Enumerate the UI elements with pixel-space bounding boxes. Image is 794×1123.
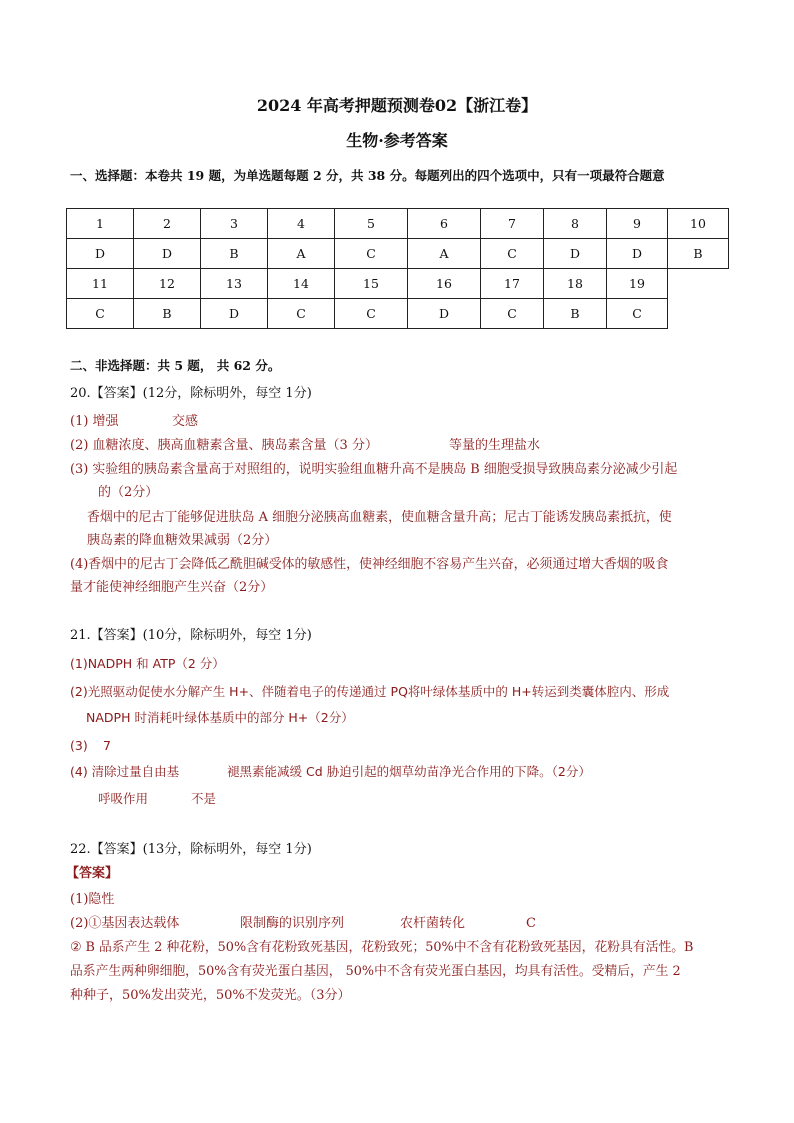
q21-answer-5a: 呼吸作用 xyxy=(98,791,149,806)
table-cell: 4 xyxy=(268,209,335,239)
q22-answer-1: (1)隐性 xyxy=(70,892,115,907)
table-cell: D xyxy=(134,239,201,269)
q21-answer-5b: 不是 xyxy=(191,791,217,806)
table-row xyxy=(67,239,729,269)
table-cell: 15 xyxy=(335,269,408,299)
table-cell: 11 xyxy=(67,269,134,299)
table-row xyxy=(67,299,729,329)
table-cell: C xyxy=(607,299,668,329)
table-row xyxy=(67,209,729,239)
q21-answer-4b: 褪黑素能减缓 Cd 胁迫引起的烟草幼苗净光合作用的下降。（2分） xyxy=(227,764,591,779)
q20-answer-2b: 等量的生理盐水 xyxy=(449,438,541,453)
table-cell: 2 xyxy=(134,209,201,239)
table-cell: 17 xyxy=(481,269,544,299)
table-cell: 16 xyxy=(408,269,481,299)
q20-answer-3-second: 香烟中的尼古丁能够促进肤岛 A 细胞分泌胰高血糖素，使血糖含量升高；尼古丁能诱发胰岛素抵抗，使 xyxy=(87,510,672,525)
table-cell: D xyxy=(201,299,268,329)
table-cell: C xyxy=(481,299,544,329)
table-cell: C xyxy=(481,239,544,269)
table-cell: 14 xyxy=(268,269,335,299)
table-row xyxy=(67,269,729,299)
table-cell: A xyxy=(408,239,481,269)
q21-header: 21.【答案】(10分，除标明外，每空 1分) xyxy=(70,628,312,643)
q20-answer-2a: (2) 血糖浓度、胰高血糖素含量、胰岛素含量（3 分） xyxy=(70,438,378,453)
q22-answer-tag: 【答案】 xyxy=(66,866,119,881)
q21-answer-2-cont: NADPH 时消耗叶绿体基质中的部分 H+（2分） xyxy=(86,710,354,725)
table-cell: C xyxy=(67,299,134,329)
q20-answer-4-cont: 量才能使神经细胞产生兴奋（2分） xyxy=(70,580,274,595)
q20-answer-1b: 交感 xyxy=(172,414,199,429)
table-cell: 19 xyxy=(607,269,668,299)
table-cell: B xyxy=(544,299,607,329)
q22-answer-2d: C xyxy=(526,916,536,931)
part1-heading: 一、选择题：本卷共 19 题，为单选题每题 2 分，共 38 分。每题列出的四个选项中，只有一项最符合题意 xyxy=(70,168,665,183)
q20-answer-3-second-cont: 胰岛素的降血糖效果减弱（2分） xyxy=(87,533,278,548)
table-cell: 9 xyxy=(607,209,668,239)
q21-answer-2: (2)光照驱动促使水分解产生 H+、伴随着电子的传递通过 PQ将叶绿体基质中的 H+转运到类囊体腔内、形成 xyxy=(70,684,670,699)
page-subtitle: 生物·参考答案 xyxy=(346,131,448,150)
table-cell: 6 xyxy=(408,209,481,239)
answer-table xyxy=(66,208,729,329)
q20-answer-3-cont: 的（2分） xyxy=(98,485,159,500)
q22-header: 22.【答案】(13分，除标明外，每空 1分) xyxy=(70,842,312,857)
table-cell: 5 xyxy=(335,209,408,239)
table-cell: A xyxy=(268,239,335,269)
table-cell: D xyxy=(408,299,481,329)
q22-answer-2a: (2)①基因表达载体 xyxy=(70,916,180,931)
table-cell: 8 xyxy=(544,209,607,239)
table-cell: 7 xyxy=(481,209,544,239)
page-title: 2024 年高考押题预测卷02【浙江卷】 xyxy=(256,96,538,115)
table-cell: D xyxy=(544,239,607,269)
table-cell: B xyxy=(134,299,201,329)
q20-answer-4: (4)香烟中的尼古丁会降低乙酰胆碱受体的敏感性，使神经细胞不容易产生兴奋，必须通过增大香烟的吸食 xyxy=(70,557,669,572)
table-cell: C xyxy=(268,299,335,329)
table-cell: 13 xyxy=(201,269,268,299)
q22-answer-2b: 限制酶的识别序列 xyxy=(240,916,345,931)
q21-answer-3b: 7 xyxy=(103,738,111,753)
q21-answer-3a: (3) xyxy=(70,738,88,753)
q21-answer-1: (1)NADPH 和 ATP（2 分） xyxy=(70,656,225,671)
q22-answer-2c: 农杆菌转化 xyxy=(400,916,466,931)
part2-heading: 二、非选择题：共 5 题， 共 62 分。 xyxy=(70,358,281,373)
table-cell: D xyxy=(67,239,134,269)
table-cell: C xyxy=(335,239,408,269)
q21-answer-4a: (4) 清除过量自由基 xyxy=(70,764,180,779)
q22-answer-3-cont: 品系产生两种卵细胞，50%含有荧光蛋白基因， 50%中不含有荧光蛋白基因，均具有活性。受精后，产生 2 xyxy=(70,964,681,979)
table-cell: C xyxy=(335,299,408,329)
q20-answer-3: (3) 实验组的胰岛素含量高于对照组的，说明实验组血糖升高不是胰岛 B 细胞受损导致胰岛素分泌减少引起 xyxy=(70,462,678,477)
table-cell: 1 xyxy=(67,209,134,239)
table-cell: D xyxy=(607,239,668,269)
table-cell: 12 xyxy=(134,269,201,299)
table-cell: B xyxy=(668,239,729,269)
q22-answer-3: ② B 品系产生 2 种花粉，50%含有花粉致死基因，花粉致死；50%中不含有花粉致死基因，花粉具有活性。B xyxy=(70,940,694,955)
q22-answer-3-cont2: 种种子，50%发出荧光，50%不发荧光。（3分） xyxy=(70,988,351,1003)
table-cell-empty xyxy=(668,269,729,299)
table-cell-empty xyxy=(668,299,729,329)
q20-answer-1a: (1) 增强 xyxy=(70,414,119,429)
q20-header: 20.【答案】(12分，除标明外，每空 1分) xyxy=(70,386,312,401)
table-cell: 3 xyxy=(201,209,268,239)
table-cell: 18 xyxy=(544,269,607,299)
table-cell: B xyxy=(201,239,268,269)
table-cell: 10 xyxy=(668,209,729,239)
